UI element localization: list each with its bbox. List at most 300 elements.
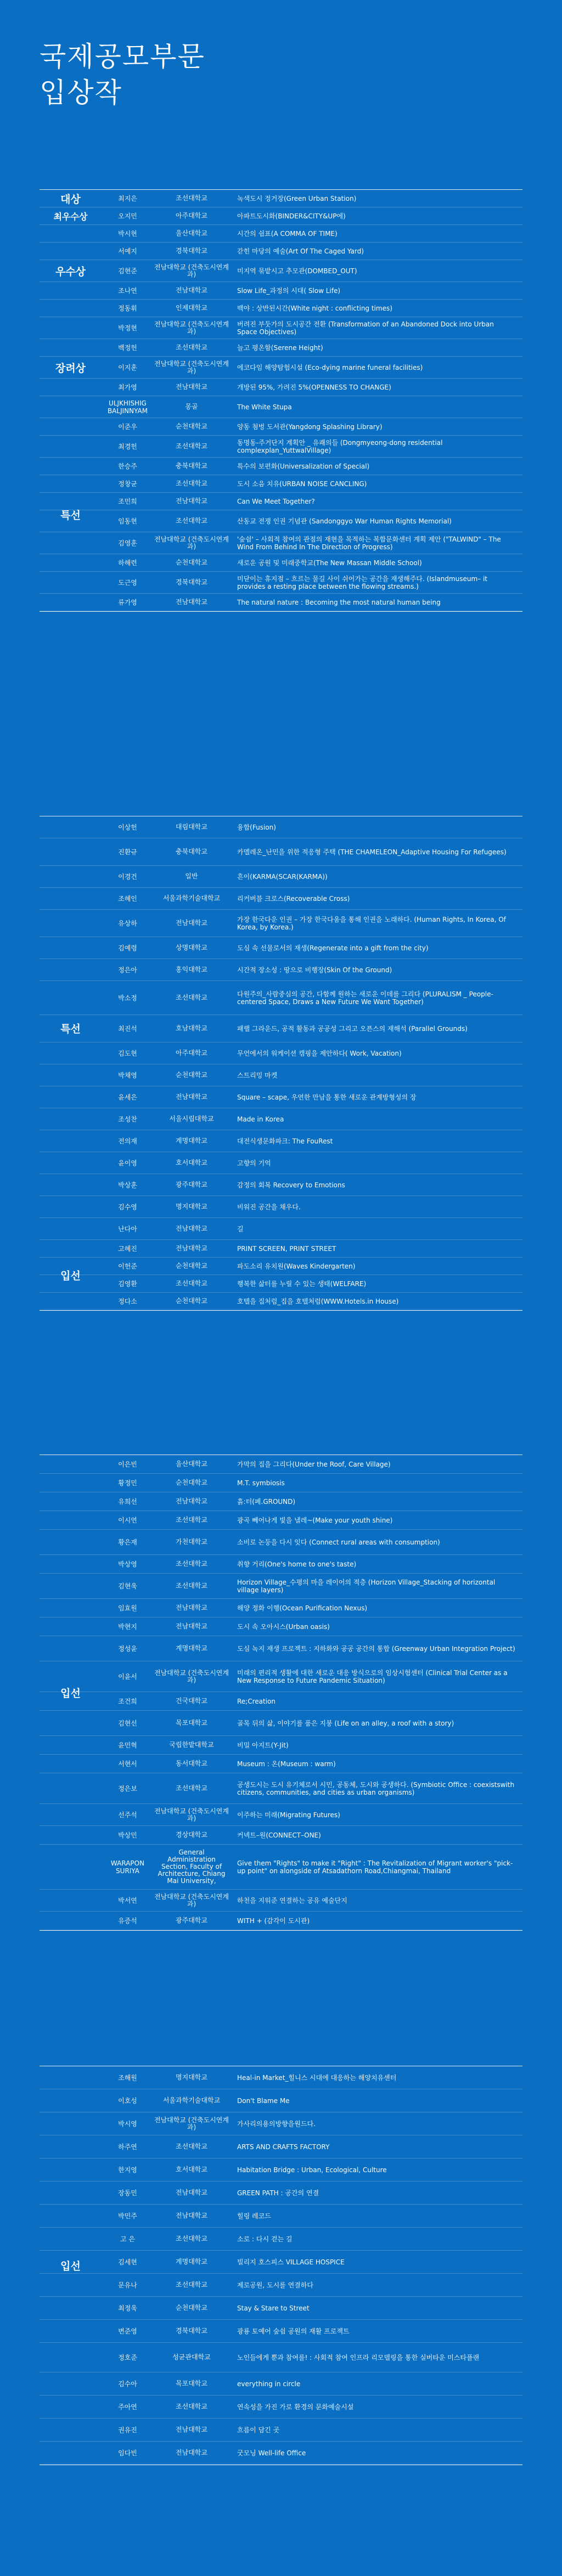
category-cell — [40, 1845, 102, 1889]
winner-name: 윤세은 — [118, 1093, 137, 1101]
category-cell — [40, 937, 102, 959]
work-title: 골목 뒤의 삶, 이야기를 품은 지붕 (Life on an alley, a roof with a story) — [237, 1719, 454, 1727]
school-name: 경북대학교 — [176, 247, 207, 255]
school-name: 조선대학교 — [176, 1784, 207, 1792]
table-row — [40, 1826, 522, 1845]
table-row — [40, 207, 522, 225]
work-title: 갇힌 마당의 예술(Art Of The Caged Yard) — [237, 247, 364, 255]
winner-name: 하주연 — [118, 2143, 137, 2151]
winner-name: 박정현 — [118, 324, 137, 332]
category-cell — [40, 1240, 102, 1257]
table-row — [40, 2251, 522, 2274]
work-title: 새로운 공원 및 미래중학교(The New Massan Middle School) — [237, 559, 422, 567]
work-title: 버려진 부둣가의 도시공간 전환 (Transformation of an Abandoned Dock into Urban Space Objectives) — [237, 320, 494, 336]
winner-name: 김도현 — [118, 1050, 137, 1057]
page-title — [40, 38, 205, 111]
work-title: 노인들에게 뿐과 참여를! : 사회적 참여 인프라 리모델링을 통한 실버타운 미스타플랜 — [237, 2353, 480, 2361]
winner-name: 백정헌 — [118, 344, 137, 352]
table-row — [40, 436, 522, 458]
table-row — [40, 1890, 522, 1912]
winner-name: 박상훈 — [118, 1181, 137, 1189]
work-title: 공생도시는 도시 유기체로서 시민, 공동체, 도시와 공생하다. (Symbiotic Office : coexistswith citizens, communities, and cities as urban organisms) — [237, 1780, 515, 1796]
category-cell — [40, 866, 102, 887]
category-cell — [40, 594, 102, 611]
table-row — [40, 2372, 522, 2395]
category-cell — [40, 300, 102, 317]
category-cell — [40, 1042, 102, 1064]
winner-name: 하해련 — [118, 559, 137, 567]
school-name: 전남대학교 (건축도시연계과) — [154, 1807, 229, 1822]
winner-name: 이시연 — [118, 1517, 137, 1524]
table-row — [40, 2066, 522, 2089]
award-category: 최우수상 — [53, 211, 88, 222]
school-name: 계명대학교 — [176, 2258, 207, 2265]
school-name: 전남대학교 — [176, 2449, 207, 2456]
category-cell — [40, 2182, 102, 2204]
award-category: 특선 — [60, 1023, 81, 1035]
work-title: 특수의 보편화(Universalization of Special) — [237, 462, 370, 470]
work-title: Stay & Stare to Street — [237, 2304, 310, 2312]
school-name: 서울과학기술대학교 — [162, 2096, 221, 2104]
table-row — [40, 959, 522, 981]
category-cell — [40, 1174, 102, 1196]
work-title: 제로공원, 도시를 연결하다 — [237, 2281, 313, 2289]
category-cell — [40, 243, 102, 260]
school-name: 조선대학교 — [176, 343, 207, 351]
winner-name: 이준우 — [118, 423, 137, 431]
school-name: 계명대학교 — [176, 1137, 207, 1145]
school-name: 조선대학교 — [176, 994, 207, 1001]
work-title: Horizon Village_수평의 마을 레이어의 적층 (Horizon Village_Stacking of horizontal village layers) — [237, 1578, 496, 1594]
winner-name: 고혜진 — [118, 1245, 137, 1253]
winner-name: 이은빈 — [118, 1461, 137, 1468]
school-name: 전남대학교 (건축도시연계과) — [154, 1669, 229, 1684]
school-name: 순천대학교 — [176, 1071, 207, 1079]
winner-name: 정창균 — [118, 480, 137, 488]
school-name: 호남대학교 — [176, 1024, 207, 1032]
school-name: 경북대학교 — [176, 578, 207, 586]
school-name: 조선대학교 — [176, 1279, 207, 1287]
school-name: 조선대학교 — [176, 442, 207, 450]
table-row — [40, 1773, 522, 1804]
table-row — [40, 1804, 522, 1826]
work-title: The White Stupa — [237, 403, 292, 411]
work-title: PRINT SCREEN, PRINT STREET — [237, 1244, 336, 1253]
work-title: 고향의 기억 — [237, 1159, 271, 1167]
winner-name: 조성찬 — [118, 1115, 137, 1123]
category-cell — [40, 1755, 102, 1773]
table-row — [40, 2135, 522, 2158]
table-row — [40, 1293, 522, 1310]
winner-name: 조혜인 — [118, 895, 137, 903]
table-row — [40, 300, 522, 317]
winner-name: 김현준 — [118, 267, 137, 275]
school-name: 명지대학교 — [176, 2073, 207, 2081]
category-cell — [40, 1804, 102, 1825]
table-row — [40, 2158, 522, 2182]
table-row — [40, 2182, 522, 2205]
work-title: Slow Life_과정의 시대( Slow Life) — [237, 286, 341, 295]
winner-name: 이호성 — [118, 2097, 137, 2105]
school-name: 서울시립대학교 — [169, 1115, 214, 1123]
table-row — [40, 1574, 522, 1599]
table-row — [40, 1108, 522, 1130]
work-title: Re;Creation — [237, 1697, 276, 1705]
category-cell — [40, 1555, 102, 1573]
work-title: 리커버블 크로스(Recoverable Cross) — [237, 894, 350, 903]
school-name: 명지대학교 — [176, 1203, 207, 1210]
winner-name: 유상하 — [118, 920, 137, 927]
category-cell — [40, 1711, 102, 1735]
table-row — [40, 2442, 522, 2465]
work-title: GREEN PATH : 공간의 연결 — [237, 2189, 319, 2197]
school-name: 호서대학교 — [176, 2166, 207, 2173]
table-row — [40, 493, 522, 510]
table-row — [40, 888, 522, 910]
school-name: 광주대학교 — [176, 1181, 207, 1188]
work-title: 미래의 편리적 생활에 대한 새로운 대응 방식으로의 임상시험센터 (Clinical Trial Center as a New Response to Future Pandemic Situation) — [237, 1669, 508, 1684]
school-name: 건국대학교 — [176, 1697, 207, 1705]
work-title: 동명동-주거단지 계획안 _ 유쾌의들 (Dongmyeong-dong residential complexplan_YuttwalVillage) — [237, 438, 443, 454]
winner-name: 임다빈 — [118, 2449, 137, 2457]
category-cell — [40, 1617, 102, 1636]
work-title: 미지역 묶밭시고 추모관(DOMBED_OUT) — [237, 267, 357, 275]
table-row — [40, 1086, 522, 1108]
school-name: 전남대학교 (건축도시연계과) — [154, 359, 229, 375]
category-cell — [40, 1474, 102, 1492]
table-row — [40, 458, 522, 475]
winner-name: 조민희 — [118, 498, 137, 505]
work-title: 길 — [237, 1225, 244, 1233]
winner-name: 이경건 — [118, 873, 137, 881]
category-cell — [40, 2112, 102, 2135]
school-name: 전남대학교 — [176, 286, 207, 294]
category-cell — [40, 1492, 102, 1510]
winner-name: 황정민 — [118, 1479, 137, 1487]
category-cell — [40, 910, 102, 937]
table-row — [40, 1218, 522, 1240]
table-row — [40, 379, 522, 396]
table-row — [40, 1130, 522, 1152]
table-row — [40, 1511, 522, 1530]
school-name: 가천대학교 — [176, 1538, 207, 1546]
winner-name: 한지영 — [118, 2166, 137, 2174]
work-title: 흔이(KARMA(SCAR(KARMA)) — [237, 872, 328, 881]
winner-name: 정다소 — [118, 1298, 137, 1305]
winner-name: 김수영 — [118, 1203, 137, 1211]
category-cell — [40, 339, 102, 356]
school-name: 전남대학교 (건축도시연계과) — [154, 2116, 229, 2131]
school-name: General Administration Section, Faculty of Architecture, Chiang Mai University, — [158, 1848, 226, 1885]
school-name: 전남대학교 — [176, 2426, 207, 2433]
winner-name: 황은재 — [118, 1538, 137, 1546]
page-title-line1: 국제공모부문 — [40, 41, 205, 72]
category-cell — [40, 554, 102, 571]
school-name: 전남대학교 — [176, 2212, 207, 2219]
table-row — [40, 937, 522, 959]
category-cell — [40, 2089, 102, 2112]
work-title: 아파트도시화(BINDER&CITY&UP에) — [237, 212, 346, 220]
award-category: 입선 — [60, 2260, 81, 2273]
winner-name: 이윤서 — [118, 1673, 137, 1681]
table-row — [40, 838, 522, 866]
winner-name: 이헌준 — [118, 1262, 137, 1270]
table-row — [40, 2297, 522, 2320]
table-row — [40, 1275, 522, 1293]
awards-table-3 — [40, 1455, 522, 1931]
work-title: 굿모닝 Well-life Office — [237, 2449, 306, 2457]
winner-name: 박민주 — [118, 2212, 137, 2220]
winner-name: 변준영 — [118, 2327, 137, 2335]
work-title: 힐링 레코드 — [237, 2212, 271, 2220]
winner-name: 박상민 — [118, 1831, 137, 1839]
school-name: 조선대학교 — [176, 1560, 207, 1568]
category-cell — [40, 1530, 102, 1554]
school-name: 상명대학교 — [176, 944, 207, 951]
table-row — [40, 1015, 522, 1042]
table-row — [40, 510, 522, 532]
category-cell — [40, 888, 102, 909]
category-cell — [40, 2205, 102, 2227]
table-row — [40, 260, 522, 282]
table-row — [40, 2395, 522, 2419]
school-name: 전남대학교 — [176, 1225, 207, 1232]
work-title: 빌리지 호스피스 VILLAGE HOSPICE — [237, 2258, 345, 2266]
work-title: WITH + (감각이 도시관) — [237, 1917, 310, 1925]
category-cell — [40, 1108, 102, 1130]
table-row — [40, 1258, 522, 1275]
table-row — [40, 1240, 522, 1258]
category-cell — [40, 1736, 102, 1754]
school-name: 인제대학교 — [176, 304, 207, 312]
work-title: 시간의 쉼표(A COMMA OF TIME) — [237, 229, 338, 238]
work-title: 다원주의_사람중심의 공간, 다함께 원하는 새로운 이데를 그리다 (PLURALISM _ People-centered Space, Draws a New Future We Want Together) — [237, 990, 493, 1006]
winner-name: 김현선 — [118, 1720, 137, 1727]
work-title: 파도소리 유치원(Waves Kindergarten) — [237, 1262, 356, 1270]
category-cell — [40, 2395, 102, 2418]
work-title: 무언에서의 워케이션 캠핑을 제안하다( Work, Vacation) — [237, 1049, 402, 1057]
award-category: 특선 — [60, 509, 81, 522]
category-cell — [40, 2442, 102, 2464]
category-cell — [40, 2320, 102, 2342]
school-name: 전남대학교 — [176, 598, 207, 606]
winner-name: 김현욱 — [118, 1582, 137, 1590]
winner-name: 정은보 — [118, 1785, 137, 1793]
work-title: 비워진 공간을 채우다. — [237, 1203, 301, 1211]
award-category: 입선 — [60, 1270, 81, 1282]
work-title: 커넥트–원(CONNECT–ONE) — [237, 1831, 321, 1839]
school-name: 계명대학교 — [176, 1644, 207, 1652]
table-row — [40, 190, 522, 207]
table-row — [40, 572, 522, 594]
school-name: 순천대학교 — [176, 1262, 207, 1270]
work-title: 개방된 95%, 가려진 5%(OPENNESS TO CHANGE) — [237, 383, 391, 391]
work-title: 광곡 뻬어나게 빛을 낼레~(Make your youth shine) — [237, 1516, 393, 1524]
winner-name: 전의재 — [118, 1137, 137, 1145]
work-title: 흐름이 담긴 곳 — [237, 2426, 280, 2434]
winner-name: 박채영 — [118, 1072, 137, 1079]
winner-name: 조나연 — [118, 287, 137, 295]
winner-name: 정성윤 — [118, 1645, 137, 1653]
work-title: 도시 소음 치유(URBAN NOISE CANCLING) — [237, 480, 367, 488]
awards-table-1 — [40, 189, 522, 612]
award-category: 대상 — [60, 193, 81, 206]
category-cell — [40, 1196, 102, 1217]
category-cell — [40, 816, 102, 838]
category-cell — [40, 436, 102, 457]
winner-name: 임동현 — [118, 517, 137, 525]
work-title: 감정의 회복 Recovery to Emotions — [237, 1181, 345, 1189]
winner-name: 진환규 — [118, 848, 137, 856]
school-name: 순천대학교 — [176, 559, 207, 566]
award-category: 우수상 — [55, 266, 86, 278]
category-cell — [40, 2419, 102, 2441]
work-title: Museum : 온(Museum : warm) — [237, 1760, 336, 1768]
table-row — [40, 1755, 522, 1773]
table-row — [40, 2343, 522, 2372]
work-title: ARTS AND CRAFTS FACTORY — [237, 2143, 330, 2151]
school-name: 충북대학교 — [176, 848, 207, 855]
winner-name: 한승주 — [118, 463, 137, 470]
category-cell — [40, 225, 102, 242]
winner-name: 박시영 — [118, 2120, 137, 2128]
winner-name: WARAPON SURIYA — [110, 1859, 145, 1875]
work-title: Can We Meet Together? — [237, 497, 315, 505]
work-title: 호텔을 집처럼_집을 호텔처럼(WWW.Hotels.in House) — [237, 1297, 399, 1305]
school-name: 몽골 — [185, 403, 198, 410]
table-row — [40, 1711, 522, 1736]
table-row — [40, 225, 522, 243]
category-cell — [40, 1218, 102, 1239]
winner-name: 윤이영 — [118, 1159, 137, 1167]
category-cell — [40, 1511, 102, 1529]
school-name: 홍익대학교 — [176, 966, 207, 973]
work-title: 소비로 논둥을 다시 잇다 (Connect rural areas with consumption) — [237, 1538, 440, 1546]
category-cell — [40, 838, 102, 865]
table-row — [40, 554, 522, 572]
school-name: 서울과학기술대학교 — [162, 894, 221, 902]
table-row — [40, 339, 522, 357]
school-name: 전남대학교 (건축도시연계과) — [154, 1892, 229, 1908]
category-cell — [40, 317, 102, 339]
table-row — [40, 1599, 522, 1617]
table-row — [40, 910, 522, 937]
category-cell — [40, 1890, 102, 1911]
work-title: 도심 속 선물로서의 재생(Regenerate into a gift from the city) — [237, 944, 429, 952]
category-cell — [40, 2066, 102, 2089]
school-name: 조선대학교 — [176, 2281, 207, 2288]
table-row — [40, 357, 522, 379]
category-cell — [40, 2343, 102, 2372]
winner-name: 오지민 — [118, 212, 137, 220]
award-category: 장려상 — [55, 362, 86, 375]
winner-name: 김영환 — [118, 1280, 137, 1288]
winner-name: 문유나 — [118, 2281, 137, 2289]
winner-name: 조건희 — [118, 1698, 137, 1705]
winner-name: 김영훈 — [118, 539, 137, 547]
winner-name: 박현지 — [118, 1623, 137, 1631]
table-row — [40, 1455, 522, 1474]
category-cell — [40, 282, 102, 299]
category-cell — [40, 2228, 102, 2250]
category-cell — [40, 1826, 102, 1844]
school-name: 대림대학교 — [176, 823, 207, 831]
table-row — [40, 594, 522, 611]
winner-name: 서현서 — [118, 1760, 137, 1768]
table-row — [40, 1196, 522, 1218]
school-name: 순천대학교 — [176, 422, 207, 430]
work-title: Don't Blame Me — [237, 2096, 290, 2105]
winner-name: 박서연 — [118, 1897, 137, 1904]
school-name: 목포대학교 — [176, 2380, 207, 2387]
school-name: 목포대학교 — [176, 1719, 207, 1727]
work-title: The natural nature : Becoming the most natural human being — [237, 598, 441, 606]
table-row — [40, 2320, 522, 2343]
table-row — [40, 2089, 522, 2112]
work-title: 이주하는 미래(Migrating Futures) — [237, 1811, 340, 1819]
award-category: 입선 — [60, 1687, 81, 1700]
table-row — [40, 1042, 522, 1064]
work-title: 패랠 그라운드, 공적 활동과 공공성 그리고 오픈스의 재해석 (Parallel Grounds) — [237, 1024, 468, 1033]
category-cell — [40, 1773, 102, 1803]
winner-name: 박시현 — [118, 230, 137, 238]
category-cell — [40, 1293, 102, 1310]
work-title: 행복한 삶터를 누릴 수 있는 생태(WELFARE) — [237, 1279, 367, 1288]
winner-name: 조해원 — [118, 2074, 137, 2082]
table-row — [40, 1912, 522, 1930]
winner-name: 류가영 — [118, 599, 137, 606]
school-name: 순천대학교 — [176, 2304, 207, 2312]
school-name: 전남대학교 (건축도시연계과) — [154, 535, 229, 550]
school-name: 충북대학교 — [176, 462, 207, 470]
winner-name: 이지훈 — [118, 364, 137, 371]
winner-name: 최진석 — [118, 1025, 137, 1033]
school-name: 아주대학교 — [176, 212, 207, 219]
category-cell — [40, 2135, 102, 2158]
work-title: M.T. symbiosis — [237, 1479, 285, 1487]
table-row — [40, 1692, 522, 1711]
school-name: 동서대학교 — [176, 1760, 207, 1767]
winner-name: ULJKHISHIG BALJINNYAM — [107, 399, 148, 415]
category-cell — [40, 2274, 102, 2296]
school-name: 조선대학교 — [176, 1516, 207, 1524]
school-name: 전남대학교 — [176, 919, 207, 927]
winner-name: 윤민혁 — [118, 1741, 137, 1749]
table-row — [40, 1736, 522, 1755]
table-row — [40, 1152, 522, 1174]
category-cell — [40, 959, 102, 980]
school-name: 울산대학교 — [176, 1460, 207, 1468]
table-row — [40, 418, 522, 436]
table-row — [40, 1174, 522, 1196]
category-cell — [40, 1599, 102, 1617]
winner-name: 장동민 — [118, 2189, 137, 2197]
category-cell — [40, 532, 102, 554]
work-title: 연속성을 가진 가로 환경의 문화예술시설 — [237, 2403, 354, 2411]
table-row — [40, 475, 522, 493]
school-name: 전남대학교 — [176, 2189, 207, 2196]
winner-name: 정동휘 — [118, 305, 137, 312]
school-name: 순천대학교 — [176, 1479, 207, 1486]
category-cell — [40, 475, 102, 492]
winner-name: 김예령 — [118, 944, 137, 952]
table-row — [40, 1064, 522, 1086]
school-name: 전남대학교 — [176, 1622, 207, 1630]
category-cell — [40, 418, 102, 435]
category-cell — [40, 1130, 102, 1152]
work-title: 소로 : 다시 걷는 길 — [237, 2235, 293, 2243]
table-row — [40, 1555, 522, 1574]
